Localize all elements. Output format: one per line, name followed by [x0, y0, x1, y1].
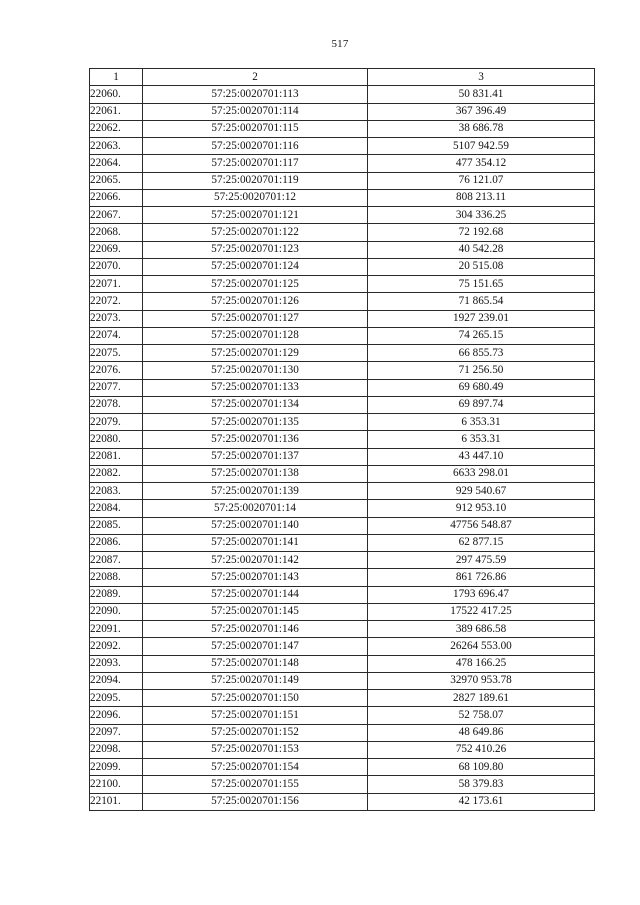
cadastral-number-cell: 57:25:0020701:154: [143, 759, 368, 776]
value-cell: 76 121.07: [368, 172, 595, 189]
value-cell: 6633 298.01: [368, 465, 595, 482]
value-cell: 304 336.25: [368, 207, 595, 224]
table-row: [90, 379, 595, 396]
value-cell: 47756 548.87: [368, 517, 595, 534]
row-number-cell: 22088.: [90, 569, 143, 586]
table-row: [90, 310, 595, 327]
cadastral-number-cell: 57:25:0020701:146: [143, 621, 368, 638]
table-row: [90, 414, 595, 431]
row-number-cell: 22076.: [90, 362, 143, 379]
table-row: [90, 345, 595, 362]
table-row: [90, 621, 595, 638]
row-number-cell: 22067.: [90, 207, 143, 224]
table-row: [90, 690, 595, 707]
cadastral-number-cell: 57:25:0020701:142: [143, 552, 368, 569]
column-header-3: 3: [368, 69, 595, 86]
row-number-cell: 22084.: [90, 500, 143, 517]
value-cell: 26264 553.00: [368, 638, 595, 655]
cadastral-number-cell: 57:25:0020701:115: [143, 120, 368, 137]
page-number: 517: [331, 38, 349, 50]
cadastral-number-cell: 57:25:0020701:141: [143, 534, 368, 551]
cadastral-number-cell: 57:25:0020701:127: [143, 310, 368, 327]
row-number-cell: 22082.: [90, 465, 143, 482]
cadastral-number-cell: 57:25:0020701:125: [143, 276, 368, 293]
value-cell: 808 213.11: [368, 189, 595, 206]
table-row: [90, 103, 595, 120]
value-cell: 74 265.15: [368, 327, 595, 344]
cadastral-number-cell: 57:25:0020701:119: [143, 172, 368, 189]
value-cell: 71 865.54: [368, 293, 595, 310]
cadastral-number-cell: 57:25:0020701:133: [143, 379, 368, 396]
row-number-cell: 22100.: [90, 776, 143, 793]
table-row: [90, 724, 595, 741]
value-cell: 6 353.31: [368, 414, 595, 431]
row-number-cell: 22086.: [90, 534, 143, 551]
cadastral-number-cell: 57:25:0020701:150: [143, 690, 368, 707]
row-number-cell: 22063.: [90, 138, 143, 155]
cadastral-number-cell: 57:25:0020701:137: [143, 448, 368, 465]
value-cell: 367 396.49: [368, 103, 595, 120]
cadastral-number-cell: 57:25:0020701:130: [143, 362, 368, 379]
column-header-2: 2: [143, 69, 368, 86]
value-cell: 478 166.25: [368, 655, 595, 672]
cadastral-number-cell: 57:25:0020701:145: [143, 603, 368, 620]
value-cell: 75 151.65: [368, 276, 595, 293]
row-number-cell: 22083.: [90, 483, 143, 500]
cadastral-number-cell: 57:25:0020701:116: [143, 138, 368, 155]
table-row: [90, 155, 595, 172]
cadastral-number-cell: 57:25:0020701:129: [143, 345, 368, 362]
value-cell: 71 256.50: [368, 362, 595, 379]
table-row: [90, 776, 595, 793]
row-number-cell: 22061.: [90, 103, 143, 120]
table-row: [90, 241, 595, 258]
row-number-cell: 22066.: [90, 189, 143, 206]
value-cell: 929 540.67: [368, 483, 595, 500]
row-number-cell: 22072.: [90, 293, 143, 310]
row-number-cell: 22101.: [90, 793, 143, 810]
cadastral-number-cell: 57:25:0020701:126: [143, 293, 368, 310]
value-cell: 389 686.58: [368, 621, 595, 638]
table-row: [90, 189, 595, 206]
table-row: [90, 759, 595, 776]
row-number-cell: 22098.: [90, 741, 143, 758]
cadastral-number-cell: 57:25:0020701:153: [143, 741, 368, 758]
row-number-cell: 22097.: [90, 724, 143, 741]
value-cell: 2827 189.61: [368, 690, 595, 707]
table-row: [90, 638, 595, 655]
value-cell: 912 953.10: [368, 500, 595, 517]
table-row: [90, 672, 595, 689]
cadastral-number-cell: 57:25:0020701:113: [143, 86, 368, 103]
table-row: [90, 293, 595, 310]
value-cell: 42 173.61: [368, 793, 595, 810]
table-row: [90, 793, 595, 810]
row-number-cell: 22065.: [90, 172, 143, 189]
row-number-cell: 22092.: [90, 638, 143, 655]
value-cell: 68 109.80: [368, 759, 595, 776]
value-cell: 40 542.28: [368, 241, 595, 258]
table-row: [90, 500, 595, 517]
table-row: [90, 707, 595, 724]
cadastral-number-cell: 57:25:0020701:123: [143, 241, 368, 258]
table-row: [90, 362, 595, 379]
cadastral-number-cell: 57:25:0020701:128: [143, 327, 368, 344]
cadastral-number-cell: 57:25:0020701:124: [143, 258, 368, 275]
table-row: [90, 483, 595, 500]
cadastral-number-cell: 57:25:0020701:136: [143, 431, 368, 448]
value-cell: 6 353.31: [368, 431, 595, 448]
value-cell: 5107 942.59: [368, 138, 595, 155]
row-number-cell: 22073.: [90, 310, 143, 327]
row-number-cell: 22085.: [90, 517, 143, 534]
cadastral-number-cell: 57:25:0020701:152: [143, 724, 368, 741]
table-row: [90, 586, 595, 603]
cadastral-number-cell: 57:25:0020701:134: [143, 396, 368, 413]
value-cell: 50 831.41: [368, 86, 595, 103]
table-row: [90, 86, 595, 103]
value-cell: 1793 696.47: [368, 586, 595, 603]
row-number-cell: 22080.: [90, 431, 143, 448]
cadastral-number-cell: 57:25:0020701:151: [143, 707, 368, 724]
cadastral-number-cell: 57:25:0020701:155: [143, 776, 368, 793]
row-number-cell: 22074.: [90, 327, 143, 344]
table-row: [90, 603, 595, 620]
cadastral-number-cell: 57:25:0020701:149: [143, 672, 368, 689]
value-cell: 1927 239.01: [368, 310, 595, 327]
value-cell: 297 475.59: [368, 552, 595, 569]
table-row: [90, 552, 595, 569]
table-row: [90, 138, 595, 155]
row-number-cell: 22093.: [90, 655, 143, 672]
value-cell: 69 680.49: [368, 379, 595, 396]
cadastral-number-cell: 57:25:0020701:147: [143, 638, 368, 655]
value-cell: 20 515.08: [368, 258, 595, 275]
cadastral-number-cell: 57:25:0020701:117: [143, 155, 368, 172]
value-cell: 48 649.86: [368, 724, 595, 741]
value-cell: 69 897.74: [368, 396, 595, 413]
row-number-cell: 22095.: [90, 690, 143, 707]
header-row: [90, 69, 595, 86]
cadastral-number-cell: 57:25:0020701:14: [143, 500, 368, 517]
value-cell: 52 758.07: [368, 707, 595, 724]
cadastral-number-cell: 57:25:0020701:135: [143, 414, 368, 431]
table-row: [90, 517, 595, 534]
table-row: [90, 465, 595, 482]
table-row: [90, 172, 595, 189]
row-number-cell: 22087.: [90, 552, 143, 569]
cadastral-number-cell: 57:25:0020701:139: [143, 483, 368, 500]
value-cell: 72 192.68: [368, 224, 595, 241]
cadastral-number-cell: 57:25:0020701:143: [143, 569, 368, 586]
row-number-cell: 22071.: [90, 276, 143, 293]
value-cell: 62 877.15: [368, 534, 595, 551]
table-row: [90, 207, 595, 224]
row-number-cell: 22094.: [90, 672, 143, 689]
row-number-cell: 22069.: [90, 241, 143, 258]
table-row: [90, 258, 595, 275]
cadastral-number-cell: 57:25:0020701:122: [143, 224, 368, 241]
value-cell: 66 855.73: [368, 345, 595, 362]
row-number-cell: 22060.: [90, 86, 143, 103]
row-number-cell: 22099.: [90, 759, 143, 776]
table-row: [90, 276, 595, 293]
value-cell: 17522 417.25: [368, 603, 595, 620]
row-number-cell: 22068.: [90, 224, 143, 241]
cadastral-number-cell: 57:25:0020701:121: [143, 207, 368, 224]
table-row: [90, 120, 595, 137]
table-row: [90, 448, 595, 465]
row-number-cell: 22064.: [90, 155, 143, 172]
cadastral-number-cell: 57:25:0020701:144: [143, 586, 368, 603]
table-row: [90, 224, 595, 241]
table-body: [90, 69, 595, 811]
value-cell: 58 379.83: [368, 776, 595, 793]
row-number-cell: 22090.: [90, 603, 143, 620]
value-cell: 43 447.10: [368, 448, 595, 465]
cadastral-number-cell: 57:25:0020701:138: [143, 465, 368, 482]
table-row: [90, 534, 595, 551]
value-cell: 861 726.86: [368, 569, 595, 586]
row-number-cell: 22075.: [90, 345, 143, 362]
cadastral-number-cell: 57:25:0020701:114: [143, 103, 368, 120]
table-row: [90, 327, 595, 344]
data-table: [89, 68, 595, 811]
table-row: [90, 431, 595, 448]
table-row: [90, 655, 595, 672]
column-header-1: 1: [90, 69, 143, 86]
table-row: [90, 741, 595, 758]
row-number-cell: 22062.: [90, 120, 143, 137]
value-cell: 477 354.12: [368, 155, 595, 172]
row-number-cell: 22079.: [90, 414, 143, 431]
row-number-cell: 22081.: [90, 448, 143, 465]
cadastral-number-cell: 57:25:0020701:156: [143, 793, 368, 810]
table-row: [90, 569, 595, 586]
cadastral-number-cell: 57:25:0020701:148: [143, 655, 368, 672]
row-number-cell: 22089.: [90, 586, 143, 603]
row-number-cell: 22096.: [90, 707, 143, 724]
value-cell: 38 686.78: [368, 120, 595, 137]
row-number-cell: 22078.: [90, 396, 143, 413]
cadastral-number-cell: 57:25:0020701:12: [143, 189, 368, 206]
table-row: [90, 396, 595, 413]
cadastral-number-cell: 57:25:0020701:140: [143, 517, 368, 534]
row-number-cell: 22077.: [90, 379, 143, 396]
value-cell: 32970 953.78: [368, 672, 595, 689]
value-cell: 752 410.26: [368, 741, 595, 758]
row-number-cell: 22091.: [90, 621, 143, 638]
row-number-cell: 22070.: [90, 258, 143, 275]
